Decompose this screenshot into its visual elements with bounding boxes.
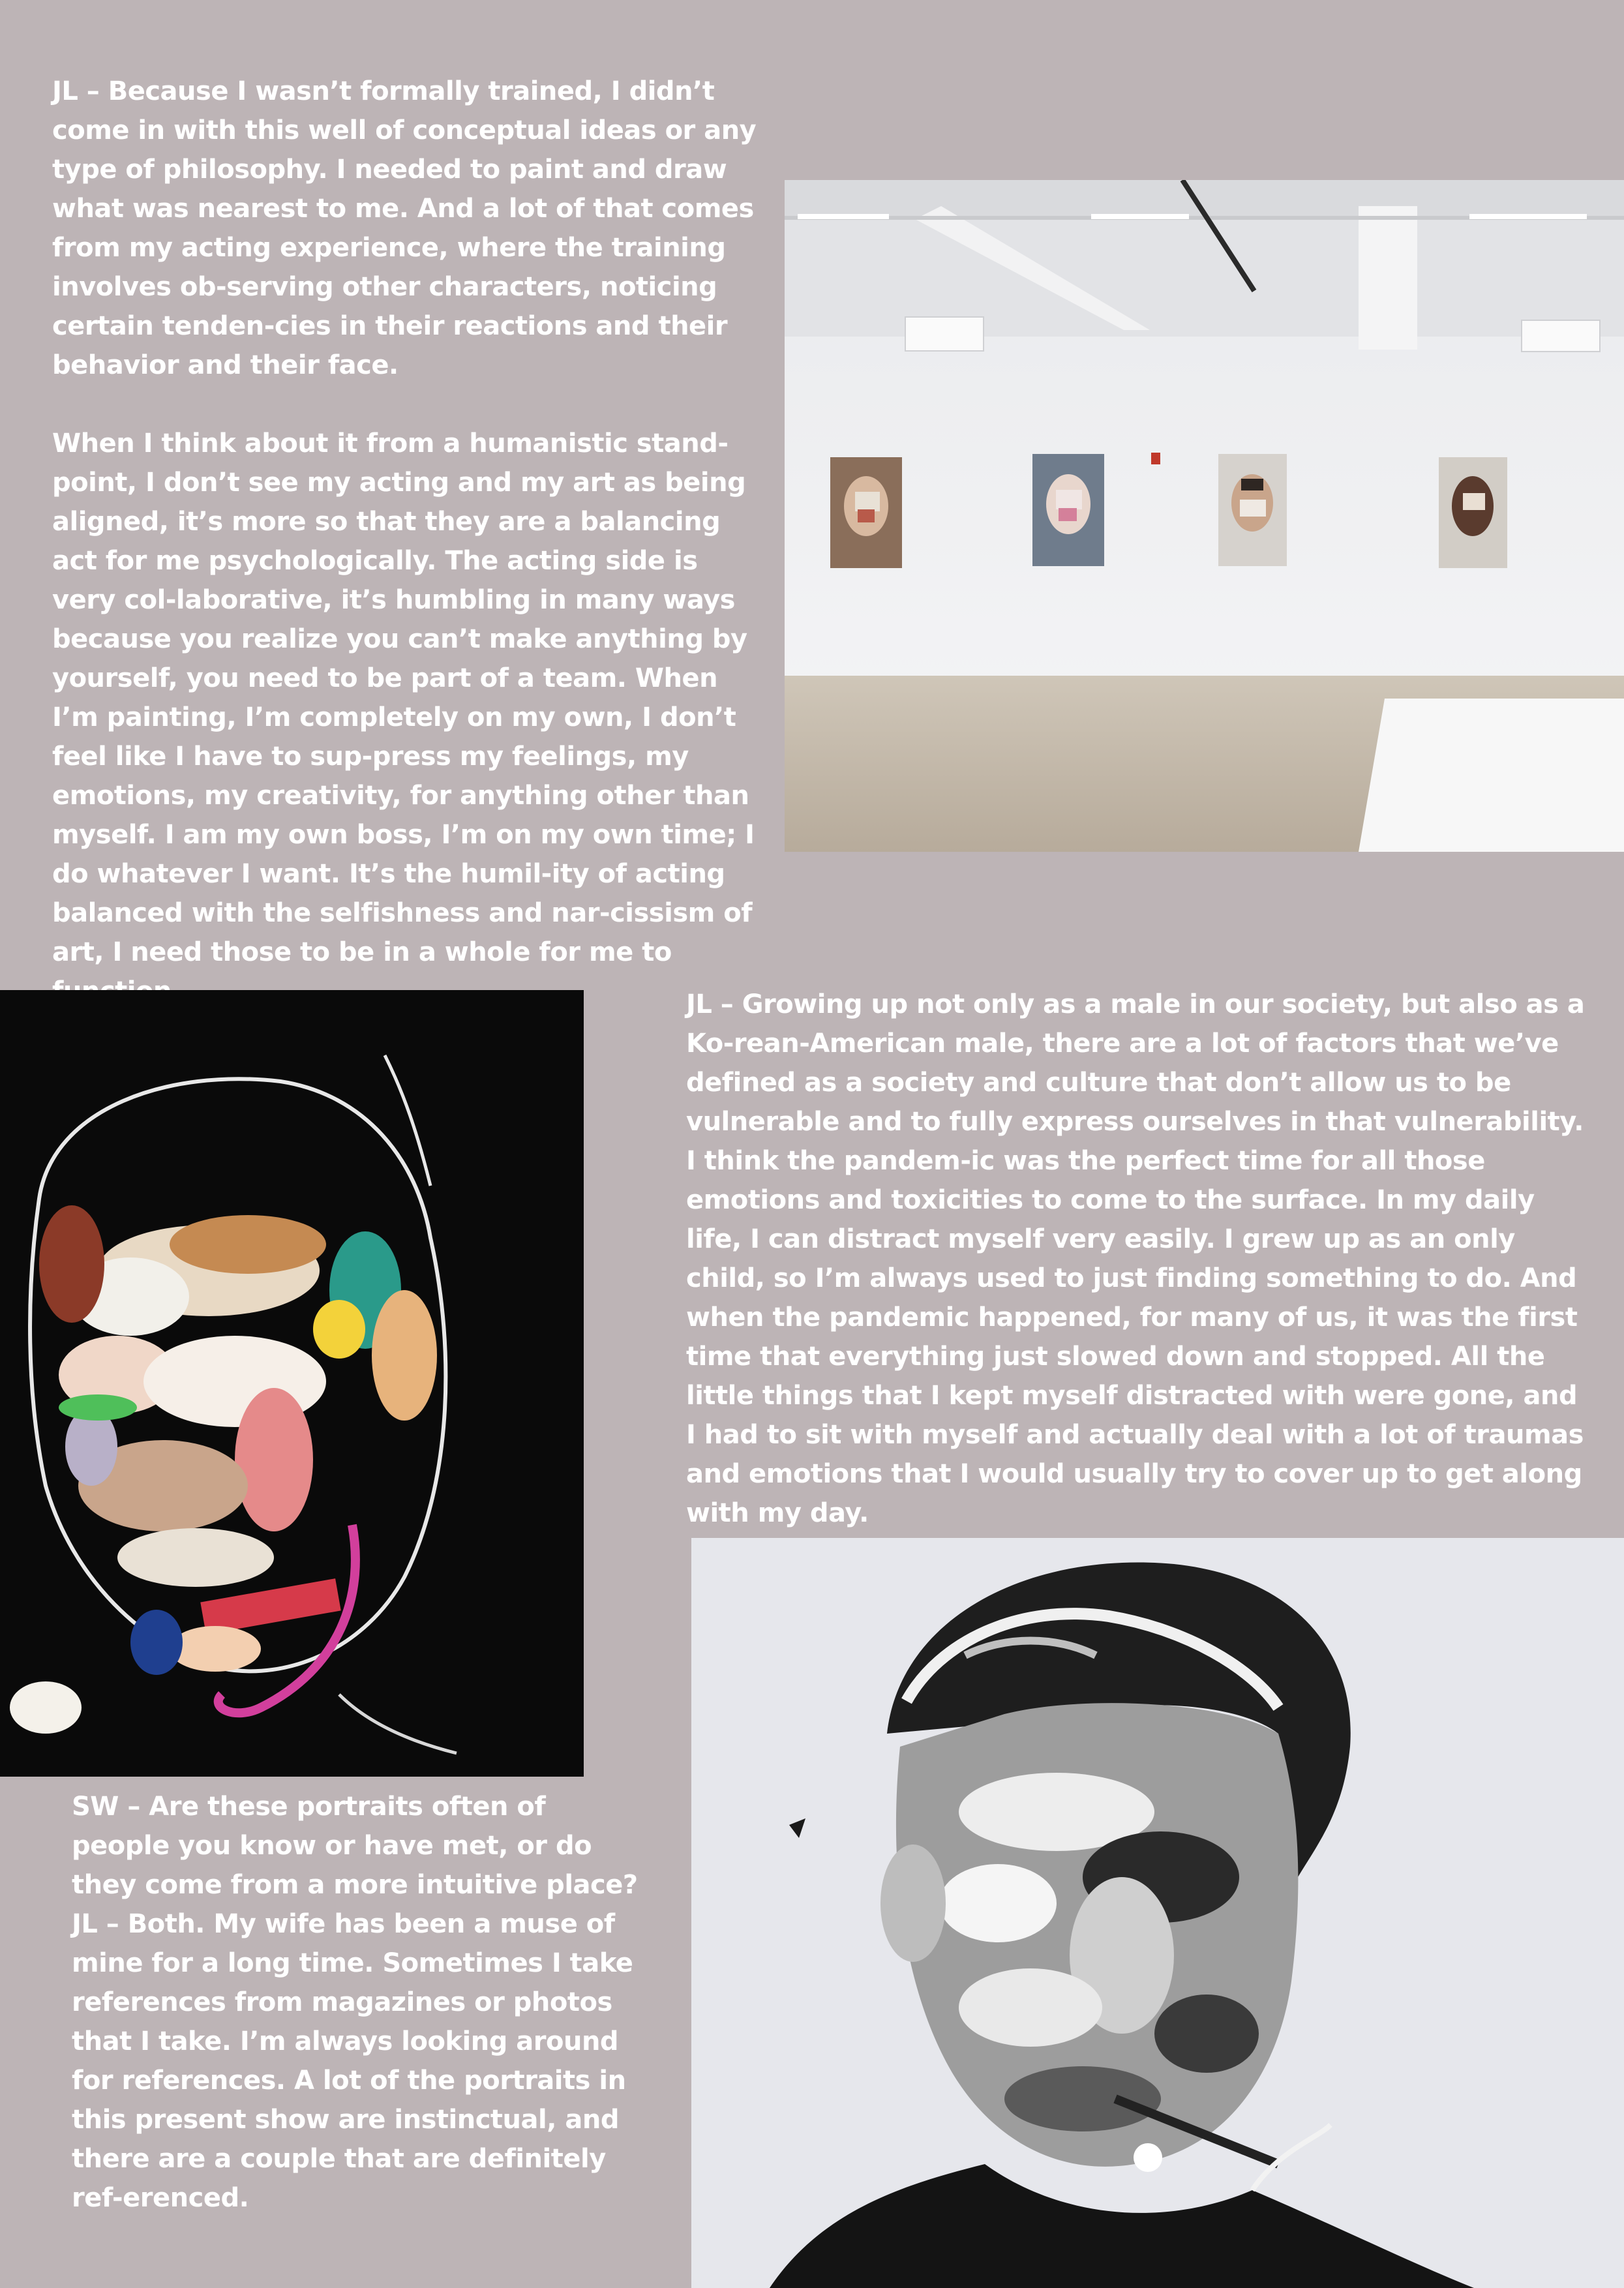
paragraph-balancing-act: When I think about it from a humanistic stand-point, I don’t see my acting and my art as being aligned, it’s more so that they are a balancing act for me psychologically. The acting side is very col-laborative, it’s humbling in many ways because you realize you can’t make anything by yourself, you need to be part of a team. When I’m painting, I’m completely on my own, I don’t feel like I have to sup-press my feelings, my emotions, my creativity, for anything other than myself. I am my own boss, I’m on my own time; I do whatever I want. It’s the humil-ity of acting balanced with the selfishness and nar-cissism of art, I need those to be in a whole for me to [52, 429, 755, 967]
article-block-3 [72, 1787, 639, 2218]
gallery-photo [785, 180, 1624, 852]
article-block-1 [52, 72, 757, 1011]
interview-answer: JL – Both. My wife has been a muse of mine for a long time. Sometimes I take references from magazines or photos that I take. I’m always looking around for references. A lot of the portraits in this present show are instinctual, and there are a couple that are definitely ref-erenced. [72, 1909, 633, 2213]
article-block-2 [686, 985, 1593, 1533]
interview-question: SW – Are these portraits often of people you know or have met, or do they come from a more intuitive place? [72, 1792, 638, 1900]
colorful-portrait-painting [0, 990, 584, 1777]
paragraph-acting-experience: JL – Because I wasn’t formally trained, I didn’t come in with this well of conceptual ideas or any type of philosophy. I needed to paint and draw what was nearest to me. And a lot of that comes from my acting experience, where the training involves ob-serving other characters, noticing certain tenden-cies in their reactions and their behavior and their face. [52, 76, 757, 380]
monochrome-portrait-painting [691, 1538, 1624, 2288]
paragraph-vulnerability: JL – Growing up not only as a male in our society, but also as a Ko-rean-American male, there are a lot of factors that we’ve defined as a society and culture that don’t allow us to be vulnerable and to fully express ourselves in that vulnerability. I think the pandem-ic was the perfect time for all those emotions and toxicities to come to the surface. In my daily life, I can distract myself very easily. I grew up as an only child, so I’m always used to just finding something to do. And when the pandemic happened, for many of us, it was the first time that everything just slowed down and stopped. All the little things that I kept myself distracted with were gone, and I had to sit with myself and actually deal with a lot of traumas and emotions that I would usually try to cover up to get along with my day. [686, 989, 1585, 1528]
